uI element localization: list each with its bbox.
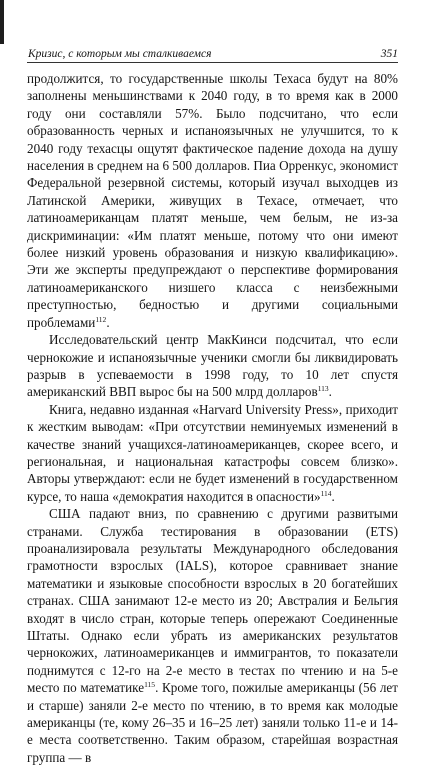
paragraph-2: Исследовательский центр МакКинси подсчитал, что если чернокожие и испаноязычные ученики смогли бы ликвидировать разрыв в успеваемости в 1998 году, то 10 лет спустя американский ВВП вырос бы на 500 млрд долларов$^{113}$. — [27, 332, 398, 400]
paragraph-1: продолжится, то государственные школы Техаса будут на 80% заполнены меньшинствами к 2040 году, в то время как в 2000 году они составляли 57%. Было подсчитано, что если образованность черных и испаноязычных не улучшится, то к 2040 году техасцы ощутят фактическое падение дохода на душу населения в среднем на 6 500 долларов. Пиа Орренкус, экономист Федеральной резервной системы, который изучал выходцев из Латинской Америки, живущих в Техасе, отмечает, что латиноамериканцам платят меньше, чем белым, не из-за дискриминации: «Им платят меньше, потому что они имеют более низкий уровень образования и низкую квалификацию». Эти же эксперты предупреждают о перспективе формирования латиноамериканского низшего класса с неизбежными преступностью, бедностью и другими социальными проблемами$^{112}$. — [27, 71, 398, 330]
paragraph-3-text: Книга, недавно изданная «Harvard University Press», приходит к жестким выводам: «При отсутствии неминуемых изменений в качестве знаний учащихся-латиноамериканцев, скорее всего, и региональная, и национальная катастрофы совсем близко». Авторы утверждают: если не будет изменений в государственном курсе, то наша «демократия находится в опасности» — [27, 401, 398, 504]
running-header — [27, 46, 398, 63]
running-title: Кризис, с которым мы сталкиваемся — [28, 48, 212, 60]
page-edge-mark — [0, 0, 4, 44]
paragraph-4-text: США падают вниз, по сравнению с другими развитыми странами. Служба тестирования в образовании (ETS) проанализировала результаты Международного обследования грамотности взрослых (IALS), которое сравнивает знание математики и языковые способности взрослых в 20 богатейших странах. США занимают 12-е место из 20; Австралия и Бельгия входят в число стран, которые теперь опережают Соединенные Штаты. Однако если убрать из американских результатов чернокожих, латиноамериканцев и иммигрантов, то показатели поднимутся с 12-го на 2-е место в тестах по чтению и на 5-е место по математике — [27, 506, 398, 696]
paragraph-4-tail: . Кроме того, пожилые американцы (56 лет и старше) заняли 2-е место по чтению, в то время как молодые американцы (те, кому 26–35 и 16–25 лет) заняли только 11-е и 14-е места соответственно. Таким образом, старейшая возрастная группа — в — [27, 680, 398, 765]
footnote-ref-115: 115 — [144, 680, 156, 690]
footnote-ref-112: 112 — [95, 314, 107, 324]
body-text — [27, 70, 398, 766]
paragraph-1-text: продолжится, то государственные школы Техаса будут на 80% заполнены меньшинствами к 2040 году, в то время как в 2000 году они составляли 57%. Было подсчитано, что если образованность черных и испаноязычных не улучшится, то к 2040 году техасцы ощутят фактическое падение дохода на душу населения в среднем на 6 500 долларов. Пиа Орренкус, экономист Федеральной резервной системы, который изучал выходцев из Латинской Америки, живущих в Техасе, отмечает, что латиноамериканцам платят меньше, чем белым, не из-за дискриминации: «Им платят меньше, потому что они имеют более низкий уровень образования и низкую квалификацию». Эти же эксперты предупреждают о перспективе формирования латиноамериканского низшего класса с неизбежными преступностью, бедностью и другими социальными проблемами — [27, 71, 398, 330]
paragraph-3: Книга, недавно изданная «Harvard University Press», приходит к жестким выводам: «При отсутствии неминуемых изменений в качестве знаний учащихся-латиноамериканцев, скорее всего, и региональная, и национальная катастрофы совсем близко». Авторы утверждают: если не будет изменений в государственном курсе, то наша «демократия находится в опасности»$^{114}$. — [27, 401, 398, 504]
page-number: 351 — [380, 48, 398, 60]
footnote-ref-114: 114 — [320, 488, 332, 498]
paragraph-2-text: Исследовательский центр МакКинси подсчитал, что если чернокожие и испаноязычные ученики смогли бы ликвидировать разрыв в успеваемости в 1998 году, то 10 лет спустя американский ВВП вырос бы на 500 млрд долларов — [27, 332, 398, 400]
footnote-ref-113: 113 — [317, 384, 329, 394]
paragraph-4 — [27, 505, 398, 766]
